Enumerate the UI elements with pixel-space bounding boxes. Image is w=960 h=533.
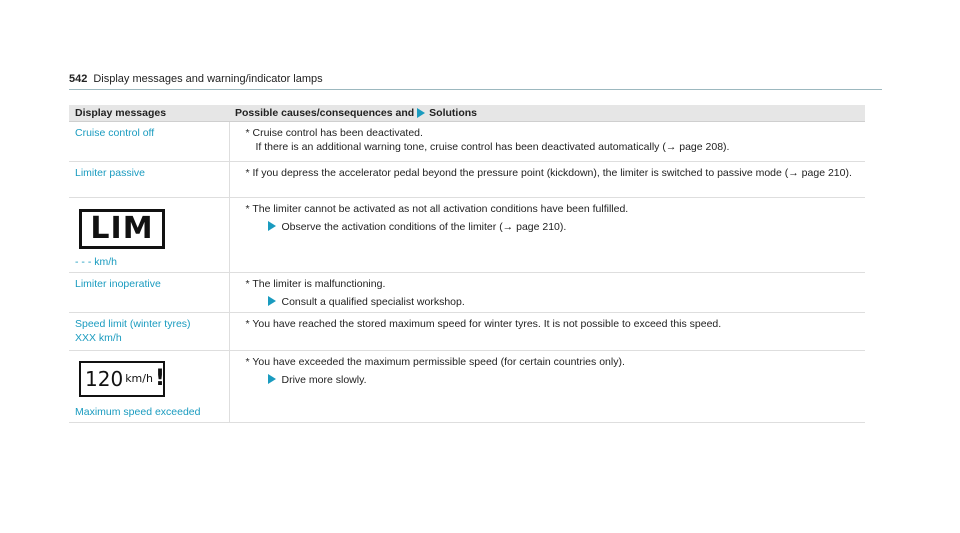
message-label: Cruise control off <box>75 127 155 139</box>
solution-text: Drive more slowly. <box>281 374 367 386</box>
solution-arrow-icon <box>268 374 276 384</box>
col-header-messages: Display messages <box>69 105 229 122</box>
page-header <box>69 73 323 85</box>
message-cell <box>69 198 229 273</box>
solution-arrow-icon <box>268 296 276 306</box>
limiter-lim-icon: LIM <box>79 209 165 249</box>
solution-arrow-icon <box>417 108 425 118</box>
cause-text: * The limiter cannot be activated as not all activation conditions have been fulfilled. <box>245 203 629 215</box>
speed-limit-number: 120 <box>85 367 124 391</box>
cause-cell <box>229 313 865 351</box>
speed-limit-icon <box>79 361 165 397</box>
page-header-title: Display messages and warning/indicator lamps <box>93 73 323 85</box>
header-divider <box>69 89 882 90</box>
solution-text: Observe the activation conditions of the limiter (→ page 210). <box>281 221 567 233</box>
cause-cell <box>229 351 865 423</box>
message-cell <box>69 162 229 198</box>
cause-cell <box>229 198 865 273</box>
col-header-causes <box>229 105 865 122</box>
table-row <box>69 122 865 162</box>
cause-text-cont: If there is an additional warning tone, cruise control has been deactivated automatically (→ page 208). <box>255 141 730 153</box>
table-row <box>69 351 865 423</box>
message-label: Speed limit (winter tyres) <box>75 318 191 330</box>
message-cell <box>69 313 229 351</box>
message-cell <box>69 122 229 162</box>
col-header-solutions-text: Solutions <box>429 107 478 119</box>
solution-step <box>244 295 860 309</box>
solution-step <box>244 220 860 234</box>
page-number: 542 <box>69 73 88 85</box>
col-header-causes-text: Possible causes/consequences and <box>235 107 415 119</box>
cause-cell <box>229 122 865 162</box>
message-cell <box>69 351 229 423</box>
speed-limit-unit: km/h <box>125 372 153 385</box>
solution-step <box>244 373 860 387</box>
message-label: - - - km/h <box>75 256 117 268</box>
table-header-row <box>69 105 865 122</box>
message-label: Maximum speed exceeded <box>75 406 201 418</box>
table-row <box>69 198 865 273</box>
cause-text: * You have reached the stored maximum speed for winter tyres. It is not possible to exceed this speed. <box>245 318 722 330</box>
table-row <box>69 273 865 313</box>
table-row <box>69 313 865 351</box>
message-cell <box>69 273 229 313</box>
cause-cell <box>229 273 865 313</box>
warning-exclamation-icon: ! <box>154 366 165 391</box>
solution-text: Consult a qualified specialist workshop. <box>281 296 465 308</box>
solution-arrow-icon <box>268 221 276 231</box>
cause-text: * The limiter is malfunctioning. <box>245 278 386 290</box>
message-label: Limiter inoperative <box>75 278 161 290</box>
cause-text: * You have exceeded the maximum permissible speed (for certain countries only). <box>245 356 625 368</box>
display-messages-table <box>69 105 865 423</box>
message-label-value: XXX km/h <box>75 332 122 344</box>
table-row <box>69 162 865 198</box>
cause-text: * If you depress the accelerator pedal beyond the pressure point (kickdown), the limiter is switched to passive mode (→ page 210). <box>245 167 852 179</box>
message-label: Limiter passive <box>75 167 146 179</box>
cause-cell <box>229 162 865 198</box>
cause-text: * Cruise control has been deactivated. <box>245 127 423 139</box>
